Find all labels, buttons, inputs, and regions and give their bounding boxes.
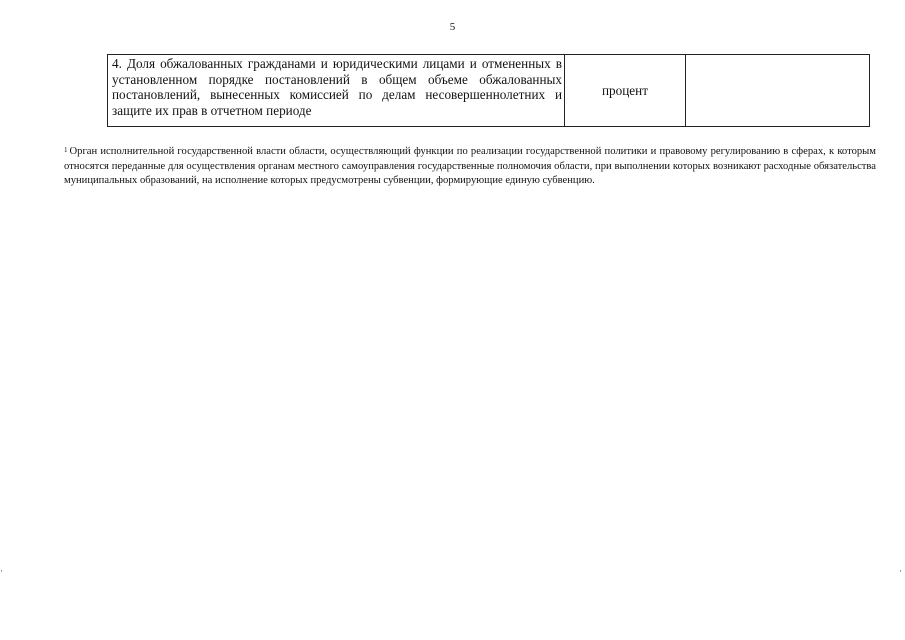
- indicator-value-cell: [686, 55, 870, 127]
- footnote-marker: 1: [64, 146, 68, 154]
- indicator-table: [107, 54, 870, 127]
- page-number: 5: [449, 21, 456, 33]
- indicator-name-cell: 4. Доля обжалованных гражданами и юридическими лицами и отмененных в установленном порядке постановлений в общем объеме обжалованных постановлений, вынесенных комиссией по делам несовершеннолетних и защите их прав в отчетном периоде: [108, 55, 565, 127]
- scan-edge-mark-right: ·: [899, 566, 902, 576]
- table-row: [108, 55, 870, 127]
- footnote-text: Орган исполнительной государственной власти области, осуществляющий функции по реализации государственной политики и правовому регулированию в сферах, к которым относятся переданные для осуществления органам местного самоуправления государственные полномочия области, при выполнении которых возникают расходные обязательства муниципальных образований, на исполнение которых предусмотрены субвенции, формирующие единую субвенцию.: [64, 146, 876, 187]
- scan-edge-mark-left: ·: [0, 566, 3, 576]
- indicator-unit-cell: процент: [565, 55, 686, 127]
- footnote: [64, 145, 876, 189]
